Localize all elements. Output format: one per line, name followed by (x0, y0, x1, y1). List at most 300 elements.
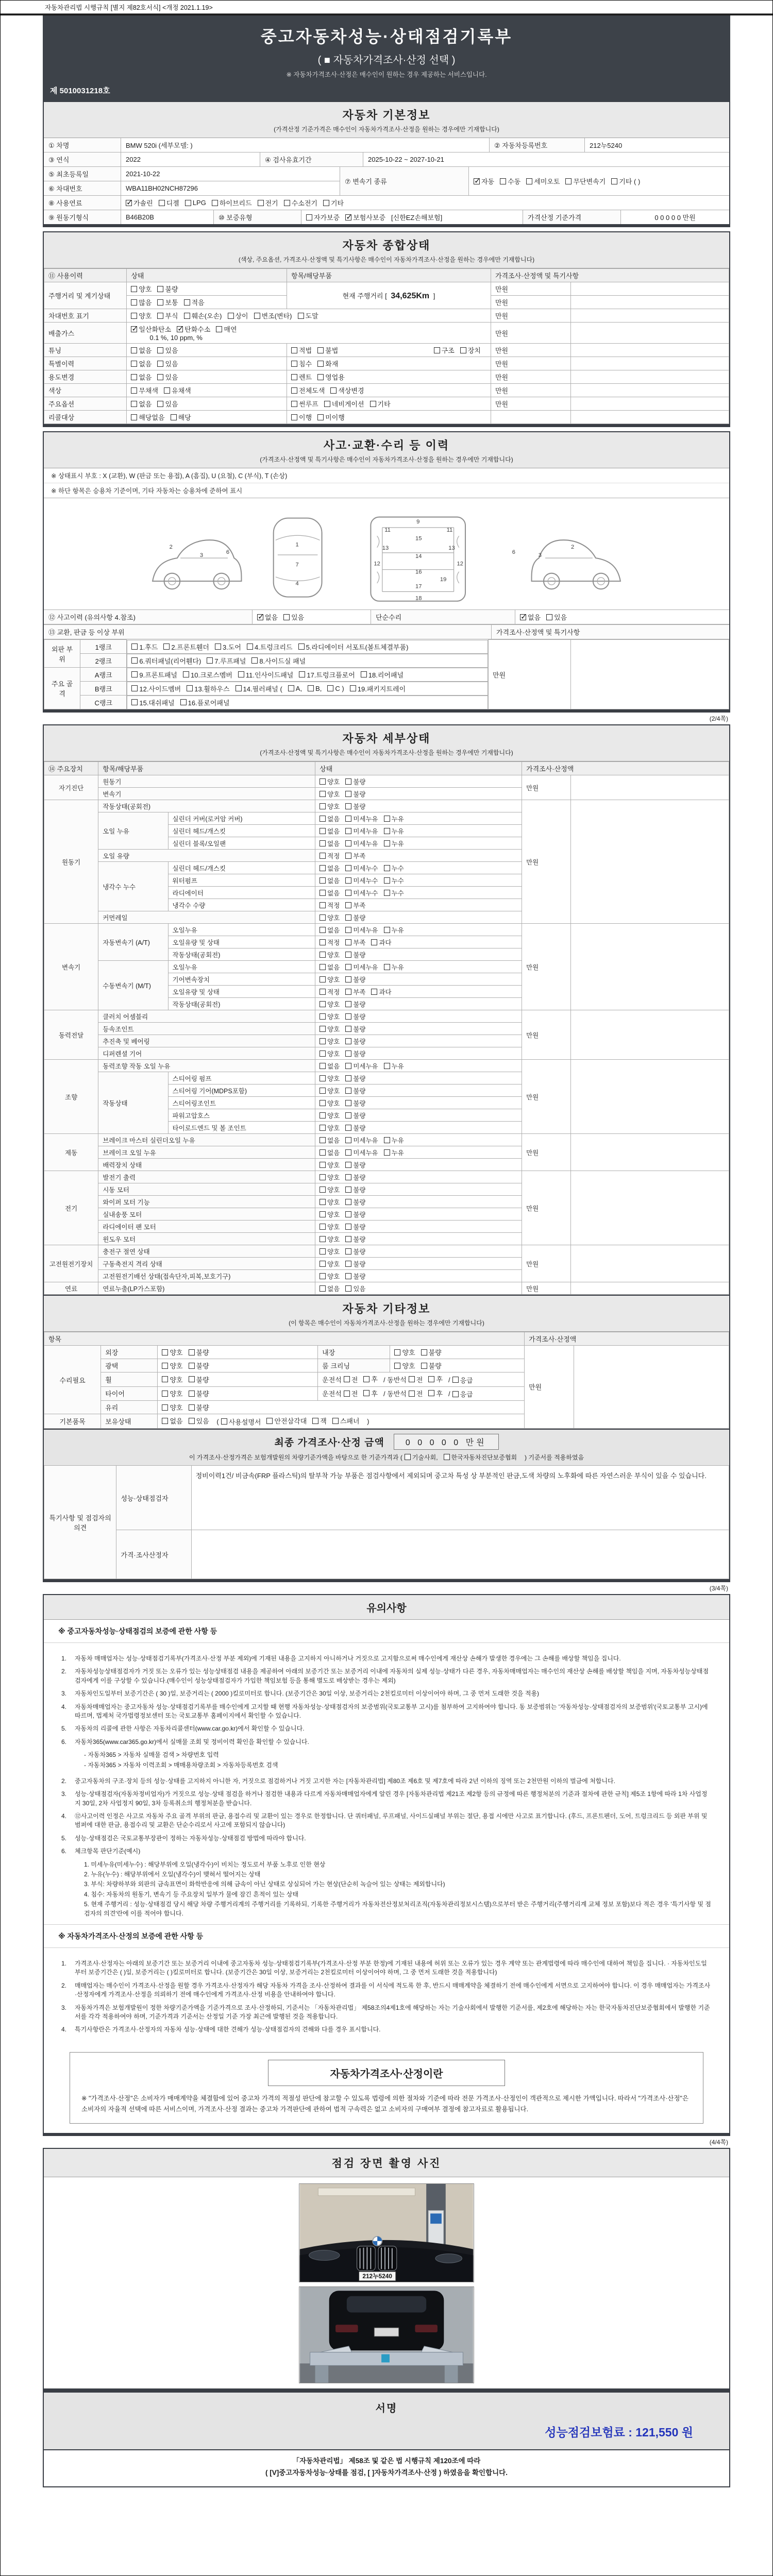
checkbox-상이[interactable] (228, 311, 248, 320)
checkbox-부식[interactable] (157, 311, 178, 320)
checkbox-14.필러패널 ([interactable] (236, 684, 282, 693)
checkbox-도말[interactable] (298, 311, 318, 320)
checkbox-해당없음[interactable] (131, 412, 164, 422)
detail-title-band (44, 725, 729, 761)
checkbox-3.도어[interactable] (215, 642, 241, 652)
checkbox-2.프론트휀더[interactable] (163, 642, 209, 652)
checkbox-부족[interactable] (345, 987, 365, 996)
checkbox-양호[interactable] (320, 1074, 340, 1083)
checkbox-가솔린[interactable] (126, 198, 153, 208)
checkbox-empty-icon (345, 1174, 351, 1180)
checkbox-후[interactable] (363, 1388, 378, 1398)
checkbox-9.프론트패널[interactable] (131, 670, 177, 680)
checkbox-기술사회,[interactable] (405, 1453, 438, 1462)
checkbox-양호[interactable] (320, 1160, 340, 1170)
checkbox-불량[interactable] (345, 1111, 365, 1120)
row-vin (44, 181, 340, 195)
checkbox-일산화탄소[interactable] (131, 324, 171, 334)
checkbox-불량[interactable] (189, 1347, 209, 1357)
checkbox-전[interactable] (383, 1388, 423, 1398)
item-label: 자동변속기 (A/T) (98, 924, 168, 961)
checkbox-불량[interactable] (345, 913, 365, 922)
checkbox-양호[interactable] (394, 1361, 415, 1370)
rank2-label: 2랭크 (80, 654, 127, 668)
notice-body-2 (44, 1948, 729, 2044)
checkbox-있음[interactable] (157, 345, 178, 355)
checkbox-양호[interactable] (320, 1272, 340, 1281)
checkbox-label: 기타 (377, 400, 391, 408)
checkbox-없음[interactable] (257, 612, 278, 622)
checkbox-네비게이션[interactable] (324, 399, 364, 409)
checkbox-색상변경[interactable] (330, 385, 364, 395)
diagram-number-12: 12 (457, 561, 464, 567)
checkbox-미세누유[interactable] (345, 1148, 378, 1157)
checkbox-불량[interactable] (345, 1086, 365, 1095)
checkbox-장치[interactable] (460, 345, 481, 355)
checkbox-없음[interactable] (320, 1061, 340, 1071)
checkbox-양호[interactable] (320, 802, 340, 811)
checkbox-불량[interactable] (345, 1210, 365, 1219)
checkbox-없음[interactable] (131, 399, 152, 409)
checkbox-18.리어패널[interactable] (361, 670, 404, 680)
checkbox-불량[interactable] (421, 1347, 442, 1357)
checkbox-없음[interactable] (131, 372, 152, 382)
checkbox-양호[interactable] (320, 1049, 340, 1058)
document-header (43, 15, 730, 101)
checkbox-불량[interactable] (189, 1375, 209, 1384)
checkbox-empty-icon (323, 200, 329, 206)
checkbox-불량[interactable] (345, 1160, 365, 1170)
checkbox-없음[interactable] (131, 359, 152, 368)
remark-cell (571, 296, 729, 309)
checkbox-양호[interactable] (320, 1247, 340, 1256)
checkbox-empty-icon (384, 1149, 390, 1156)
checkbox-양호[interactable] (162, 1375, 182, 1384)
checkbox-4.트렁크리드[interactable] (247, 642, 293, 652)
checkbox-미세누유[interactable] (345, 839, 378, 848)
checkbox-양호[interactable] (320, 1098, 340, 1108)
checkbox-있음[interactable] (157, 372, 178, 382)
checkbox-양호[interactable] (162, 1361, 182, 1370)
checkbox-8.사이드실 패널[interactable] (251, 656, 306, 666)
checkbox-empty-icon (384, 816, 390, 822)
checkbox-무단변속기[interactable] (565, 176, 606, 186)
checkbox-불량[interactable] (345, 1098, 365, 1108)
checkbox-label: 있음 (165, 347, 178, 354)
checkbox-없음[interactable] (320, 814, 340, 823)
checkbox-불량[interactable] (345, 1037, 365, 1046)
checkbox-누유[interactable] (384, 1148, 404, 1157)
checkbox-empty-icon (320, 1248, 326, 1255)
checkbox-양호[interactable] (320, 1173, 340, 1182)
checkbox-7.루프패널[interactable] (207, 656, 246, 666)
checkbox-불량[interactable] (345, 777, 365, 786)
checkbox-전[interactable] (322, 1375, 358, 1384)
checkbox-침수[interactable] (291, 359, 312, 368)
checkbox-미세누수[interactable] (345, 876, 378, 885)
checkbox-미세누유[interactable] (345, 1136, 378, 1145)
checkbox-잭[interactable] (312, 1416, 327, 1426)
checkbox-양호[interactable] (320, 1222, 340, 1231)
checkbox-양호[interactable] (320, 789, 340, 799)
checkbox-empty-icon (317, 361, 324, 367)
checkbox-5.라디에이터 서포트(볼트체결부품)[interactable] (298, 642, 409, 652)
checkbox-세미오토[interactable] (526, 176, 560, 186)
checkbox-누유[interactable] (384, 1061, 404, 1071)
checkbox-1.후드[interactable] (131, 642, 158, 652)
checkbox-구조[interactable] (434, 345, 455, 355)
checkbox-불량[interactable] (157, 284, 178, 294)
checkbox-empty-icon (131, 286, 137, 292)
row-accident-history (44, 610, 729, 624)
checkbox-불량[interactable] (345, 1123, 365, 1132)
checkbox-있음[interactable] (283, 612, 304, 622)
checkbox-empty-icon (428, 1390, 434, 1396)
checkbox-label: 양호 (327, 1223, 340, 1231)
checkbox-적법[interactable] (291, 345, 312, 355)
checkbox-empty-icon (409, 1376, 415, 1382)
checkbox-적정[interactable] (320, 987, 340, 996)
checkbox-없음[interactable] (131, 345, 152, 355)
checkbox-empty-icon (216, 326, 222, 332)
checkbox-없음[interactable] (320, 839, 340, 848)
checkbox-부족[interactable] (345, 901, 365, 910)
checkbox-미세누유[interactable] (345, 962, 378, 972)
checkbox-디젤[interactable] (159, 198, 179, 208)
checkbox-empty-icon (345, 1125, 351, 1131)
checkbox-스패너[interactable] (332, 1416, 360, 1426)
checkbox-B,[interactable] (308, 685, 322, 692)
checkbox-label: 불량 (353, 1223, 366, 1231)
checkbox-불량[interactable] (345, 1197, 365, 1207)
checkbox-자가보증[interactable] (306, 212, 340, 222)
repair-need-label: 수리필요 (44, 1346, 101, 1414)
checkbox-미세누유[interactable] (345, 814, 378, 823)
checkbox-empty-icon (291, 347, 297, 353)
checkbox-없음[interactable] (320, 826, 340, 836)
checkbox-한국자동차진단보증협회[interactable] (444, 1453, 517, 1462)
checkbox-15.대쉬패널[interactable] (131, 698, 174, 707)
checkbox-과다[interactable] (371, 938, 391, 947)
rankB-label: B랭크 (80, 682, 127, 696)
checkbox-불량[interactable] (345, 802, 365, 811)
notice-title: 유의사항 (44, 1595, 729, 1620)
checkbox-양호[interactable] (320, 999, 340, 1009)
checkbox-17.트렁크플로어[interactable] (299, 670, 355, 680)
checkbox-양호[interactable] (131, 284, 152, 294)
checkbox-empty-icon (345, 853, 351, 859)
checkbox-12.사이드멤버[interactable] (131, 684, 181, 693)
checkbox-적정[interactable] (320, 851, 340, 860)
detail-row (44, 1060, 729, 1072)
checkbox-불량[interactable] (345, 1222, 365, 1231)
wheel-label: 휠 (101, 1372, 158, 1387)
checkbox-양호[interactable] (162, 1347, 182, 1357)
checkbox-양호[interactable] (131, 311, 152, 320)
checkbox-있음[interactable] (345, 1284, 365, 1293)
checkbox-label: 양호 (170, 1404, 183, 1412)
checkbox-없음[interactable] (320, 962, 340, 972)
checkbox-불량[interactable] (345, 1259, 365, 1268)
checkbox-기타 ( )[interactable] (611, 176, 640, 186)
checkbox-누유[interactable] (384, 839, 404, 848)
checkbox-불량[interactable] (345, 789, 365, 799)
checkbox-기타[interactable] (370, 399, 391, 409)
checkbox-없음[interactable] (320, 888, 340, 897)
checkbox-불량[interactable] (345, 1272, 365, 1281)
state-options (315, 936, 522, 948)
checkbox-후[interactable] (428, 1388, 443, 1398)
checkbox-16.플로어패널[interactable] (180, 698, 230, 707)
checkbox-불법[interactable] (317, 345, 338, 355)
checkbox-label: 영업용 (325, 374, 345, 381)
checkbox-양호[interactable] (320, 1086, 340, 1095)
checkbox-적정[interactable] (320, 938, 340, 947)
checkbox-많음[interactable] (131, 297, 152, 307)
checkbox-불량[interactable] (345, 1234, 365, 1244)
checkbox-과다[interactable] (371, 987, 391, 996)
checkbox-미세누수[interactable] (345, 888, 378, 897)
checkbox-자동[interactable] (474, 176, 494, 186)
checkbox-checked-icon (126, 200, 132, 206)
checkbox-불량[interactable] (345, 1074, 365, 1083)
checkbox-응급[interactable] (448, 1389, 473, 1399)
checkbox-양호[interactable] (162, 1402, 182, 1412)
checkbox-불량[interactable] (345, 975, 365, 984)
state-options (315, 1109, 522, 1122)
checkbox-전기[interactable] (258, 198, 278, 208)
checkbox-label: 양호 (327, 1124, 340, 1132)
checkbox-훼손(오손)[interactable] (184, 311, 222, 320)
checkbox-label: 자동 (481, 178, 495, 185)
checkbox-누수[interactable] (384, 876, 404, 885)
checkbox-누유[interactable] (384, 925, 404, 935)
checkbox-없음[interactable] (162, 1416, 182, 1426)
checkbox-11.인사이드패널[interactable] (238, 670, 293, 680)
checkbox-미세누수[interactable] (345, 863, 378, 873)
checkbox-불량[interactable] (345, 950, 365, 959)
checkbox-하이브리드[interactable] (212, 198, 252, 208)
checkbox-label: 양호 (327, 790, 340, 798)
checkbox-없음[interactable] (320, 876, 340, 885)
checkbox-양호[interactable] (320, 1012, 340, 1021)
checkbox-미세누유[interactable] (345, 1061, 378, 1071)
checkbox-6.쿼터패널(리어휀다)[interactable] (131, 656, 201, 666)
checkbox-양호[interactable] (320, 975, 340, 984)
checkbox-불량[interactable] (345, 1049, 365, 1058)
checkbox-empty-icon (157, 313, 163, 319)
state-options (315, 973, 522, 986)
checkbox-응급[interactable] (448, 1375, 473, 1385)
checkbox-empty-icon (320, 902, 326, 908)
price-cell: 만원 (522, 1171, 571, 1245)
checkbox-13.휠하우스[interactable] (187, 684, 229, 693)
checkbox-label: 불량 (353, 778, 366, 786)
state-options (315, 825, 522, 837)
checkbox-안전삼각대[interactable] (266, 1416, 307, 1426)
checkbox-label: 있음 (165, 400, 178, 408)
state-options (315, 862, 522, 874)
checkbox-전[interactable] (383, 1375, 423, 1384)
checkbox-양호[interactable] (320, 1037, 340, 1046)
checkbox-기타[interactable] (323, 198, 344, 208)
warranty-checkboxes (306, 212, 391, 222)
overall-state-section (43, 231, 730, 427)
checkbox-무채색[interactable] (131, 385, 158, 395)
checkbox-C )[interactable] (327, 685, 344, 692)
checkbox-양호[interactable] (320, 950, 340, 959)
checkbox-label: 불량 (353, 1112, 366, 1120)
checkbox-label: 양호 (327, 778, 340, 786)
checkbox-label: 없음 (139, 360, 152, 368)
checkbox-양호[interactable] (320, 1259, 340, 1268)
checkbox-누유[interactable] (384, 962, 404, 972)
checkbox-불량[interactable] (421, 1361, 442, 1370)
checkbox-없음[interactable] (320, 1148, 340, 1157)
checkbox-불량[interactable] (345, 999, 365, 1009)
checkbox-양호[interactable] (162, 1388, 182, 1398)
checkbox-보통[interactable] (157, 297, 178, 307)
checkbox-empty-icon (236, 685, 242, 691)
checkbox-empty-icon (131, 657, 138, 664)
checkbox-empty-icon (370, 401, 376, 407)
checkbox-A,[interactable] (288, 685, 302, 692)
checkbox-불량[interactable] (345, 1173, 365, 1182)
checkbox-label: 누유 (391, 963, 404, 971)
section-title: 사고·교환·수리 등 이력 (323, 439, 450, 452)
checkbox-empty-icon (320, 1075, 326, 1081)
checkbox-불량[interactable] (345, 1185, 365, 1194)
checkbox-label: 있음 (165, 374, 178, 381)
checkbox-적정[interactable] (320, 901, 340, 910)
checkbox-label: 기술사회, (412, 1453, 438, 1461)
checkbox-불량[interactable] (189, 1388, 209, 1398)
checkbox-양호[interactable] (320, 1185, 340, 1194)
checkbox-label: 없음 (327, 1149, 340, 1157)
checkbox-label: 양호 (327, 1273, 340, 1280)
notice-item-text: 성능·상태점검자(자동차정비업자)가 거짓으로 성능·상태 점검을 하거나 점검한 내용과 다르게 자동차매매업자에게 알린 경우 [자동차관리법 제21조 제2항 등의 규정에 따른 행정처분의 기준과 절차에 관한 규칙] 제5조 1항에 따라 1차 사업정지 30일, 2차 사업정지 90일, 3차 등록취소의 행정처분을 받습니다. (75, 1790, 708, 1807)
diagram-number-19: 19 (440, 577, 447, 583)
checkbox-변조(변타)[interactable] (254, 311, 292, 320)
checkbox-매연[interactable] (216, 324, 237, 334)
checkbox-label: 매연 (224, 326, 237, 333)
checkbox-양호[interactable] (320, 1111, 340, 1120)
checkbox-양호[interactable] (394, 1347, 415, 1357)
checkbox-있음[interactable] (189, 1416, 209, 1426)
checkbox-label: 과다 (379, 988, 392, 996)
checkbox-후[interactable] (363, 1374, 378, 1384)
checkbox-불량[interactable] (345, 1247, 365, 1256)
checkbox-empty-icon (189, 1418, 195, 1424)
checkbox-보험사보증[interactable] (345, 212, 385, 222)
checkbox-양호[interactable] (320, 1123, 340, 1132)
checkbox-label: 15.대쉬패널 (139, 699, 175, 707)
checkbox-누유[interactable] (384, 1136, 404, 1145)
checkbox-empty-icon (405, 1454, 411, 1460)
checkbox-불량[interactable] (189, 1361, 209, 1370)
checkbox-유채색[interactable] (164, 385, 191, 395)
checkbox-미세누유[interactable] (345, 925, 378, 935)
price-cell: 만원 (491, 357, 570, 370)
checkbox-부족[interactable] (345, 938, 365, 947)
notice-body-1 (44, 1643, 729, 1924)
checkbox-탄화수소[interactable] (177, 324, 210, 334)
checkbox-불량[interactable] (345, 1024, 365, 1033)
checkbox-없음[interactable] (320, 1284, 340, 1293)
holding-state-checkboxes (162, 1418, 214, 1426)
checkbox-label: 불량 (353, 1013, 366, 1021)
col-state: 상태 (315, 762, 522, 775)
state-options (315, 1097, 522, 1109)
checkbox-있음[interactable] (157, 399, 178, 409)
checkbox-해당[interactable] (171, 412, 191, 422)
checkbox-불량[interactable] (189, 1402, 209, 1412)
checkbox-미세누유[interactable] (345, 826, 378, 836)
checkbox-적음[interactable] (184, 297, 205, 307)
checkbox-전체도색[interactable] (291, 385, 325, 395)
checkbox-없음[interactable] (320, 863, 340, 873)
checkbox-label: 부족 (353, 939, 366, 946)
checkbox-양호[interactable] (320, 1197, 340, 1207)
checkbox-양호[interactable] (320, 777, 340, 786)
checkbox-화재[interactable] (317, 359, 338, 368)
checkbox-19.패키지트레이[interactable] (350, 684, 406, 693)
checkbox-label: A, (295, 684, 303, 692)
checkbox-부족[interactable] (345, 851, 365, 860)
device-group-label: 고전원전기장치 (44, 1245, 98, 1282)
checkbox-없음[interactable] (320, 925, 340, 935)
checkbox-empty-icon (162, 1404, 168, 1411)
checkbox-없음[interactable] (520, 612, 541, 622)
checkbox-영업용[interactable] (317, 372, 345, 382)
checkbox-label: 없음 (327, 926, 340, 934)
checkbox-양호[interactable] (320, 1024, 340, 1033)
checkbox-label: 양호 (327, 976, 340, 984)
checkbox-미이행[interactable] (317, 412, 345, 422)
checkbox-누유[interactable] (384, 814, 404, 823)
checkbox-있음[interactable] (157, 359, 178, 368)
checkbox-누수[interactable] (384, 863, 404, 873)
checkbox-있음[interactable] (546, 612, 567, 622)
checkbox-LPG[interactable] (185, 199, 206, 207)
checkbox-양호[interactable] (320, 913, 340, 922)
exterior-group-label: 외판 부위 (44, 640, 80, 668)
checkbox-사용설명서[interactable] (216, 1417, 261, 1427)
first-reg-value: 2021-10-22 (126, 170, 160, 178)
checkbox-수동[interactable] (500, 176, 520, 186)
checkbox-이행[interactable] (291, 412, 312, 422)
checkbox-없음[interactable] (320, 1136, 340, 1145)
device-group-label: 연료 (44, 1282, 98, 1295)
diagram-number-13: 13 (382, 545, 389, 551)
checkbox-누수[interactable] (384, 888, 404, 897)
checkbox-렌트[interactable] (291, 372, 312, 382)
checkbox-empty-icon (320, 1224, 326, 1230)
checkbox-checked-icon (345, 214, 351, 221)
checkbox-10.크로스멤버[interactable] (183, 670, 232, 680)
checkbox-수소전기[interactable] (284, 198, 317, 208)
checkbox-누유[interactable] (384, 826, 404, 836)
checkbox-양호[interactable] (320, 1210, 340, 1219)
checkbox-전[interactable] (322, 1388, 358, 1398)
remark-cell (571, 370, 729, 384)
checkbox-label: 한국자동차진단보증협회 (451, 1453, 517, 1461)
device-group-label: 전기 (44, 1171, 98, 1245)
checkbox-양호[interactable] (320, 1234, 340, 1244)
checkbox-불량[interactable] (345, 1012, 365, 1021)
checkbox-후[interactable] (428, 1374, 443, 1384)
checkbox-썬루프[interactable] (291, 399, 318, 409)
